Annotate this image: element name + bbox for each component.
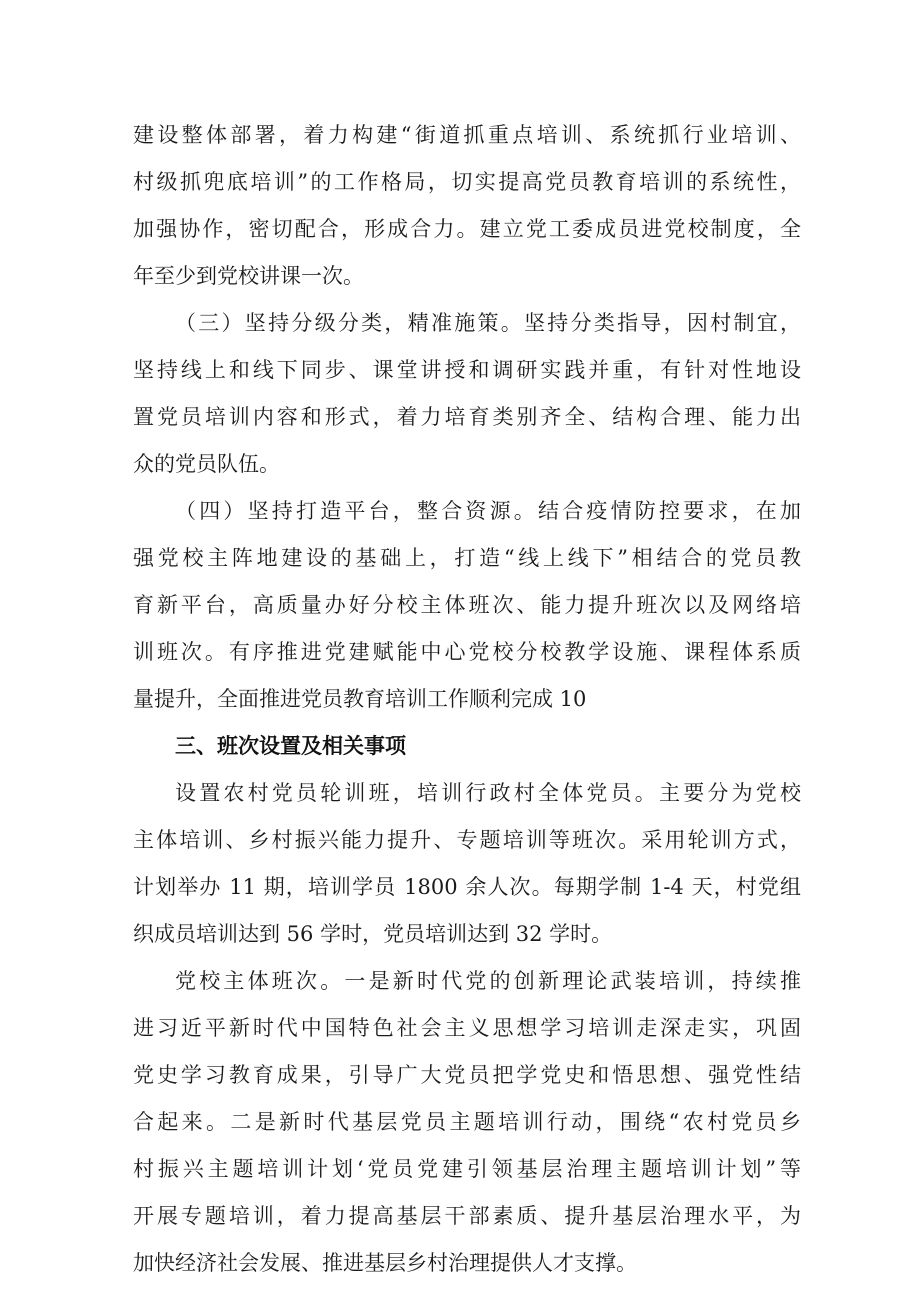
paragraph-3 — [133, 488, 801, 723]
text-line: 置党员培训内容和形式，着力培育类别齐全、结构合理、能力出 — [133, 405, 801, 429]
text-line: 加快经济社会发展、推进基层乡村治理提供人才支撑。 — [133, 1251, 637, 1275]
section-heading: 三、班次设置及相关事项 — [175, 734, 406, 758]
text-line: 建设整体部署，着力构建“街道抓重点培训、系统抓行业培训、 — [133, 123, 801, 147]
text-line: 党校主体班次。一是新时代党的创新理论武装培训，持续推 — [175, 969, 801, 993]
text-line: 设置农村党员轮训班，培训行政村全体党员。主要分为党校 — [175, 781, 801, 805]
text-line: 坚持线上和线下同步、课堂讲授和调研实践并重，有针对性地设 — [133, 358, 801, 382]
text-line: 加强协作，密切配合，形成合力。建立党工委成员进党校制度，全 — [133, 217, 801, 241]
text-line: 计划举办 11 期，培训学员 1800 余人次。每期学制 1-4 天，村党组 — [133, 875, 801, 899]
text-line: （四）坚持打造平台，整合资源。结合疫情防控要求，在加 — [175, 499, 801, 523]
text-line: 训班次。有序推进党建赋能中心党校分校教学设施、课程体系质 — [133, 640, 801, 664]
text-line: 年至少到党校讲课一次。 — [133, 264, 364, 288]
document-body — [133, 112, 801, 1287]
paragraph-4 — [133, 770, 801, 958]
text-line: 主体培训、乡村振兴能力提升、专题培训等班次。采用轮训方式， — [133, 828, 801, 852]
text-line: 党史学习教育成果，引导广大党员把学党史和悟思想、强党性结 — [133, 1063, 801, 1087]
text-line: 量提升，全面推进党员教育培训工作顺利完成 10 — [133, 687, 587, 711]
text-line: 开展专题培训，着力提高基层干部素质、提升基层治理水平，为 — [133, 1204, 801, 1228]
text-line: 育新平台，高质量办好分校主体班次、能力提升班次以及网络培 — [133, 593, 801, 617]
paragraph-5 — [133, 958, 801, 1287]
paragraph-2 — [133, 300, 801, 488]
text-line: 村级抓兜底培训”的工作格局，切实提高党员教育培训的系统性， — [133, 170, 801, 194]
text-line: 织成员培训达到 56 学时，党员培训达到 32 学时。 — [133, 922, 613, 946]
text-line: 强党校主阵地建设的基础上，打造“线上线下”相结合的党员教 — [133, 546, 801, 570]
text-line: 村振兴主题培训计划‘党员党建引领基层治理主题培训计划”等 — [133, 1157, 801, 1181]
text-line: 合起来。二是新时代基层党员主题培训行动，围绕“农村党员乡 — [133, 1110, 801, 1134]
text-line: （三）坚持分级分类，精准施策。坚持分类指导，因村制宜， — [175, 311, 801, 335]
paragraph-1 — [133, 112, 801, 300]
text-line: 进习近平新时代中国特色社会主义思想学习培训走深走实，巩固 — [133, 1016, 801, 1040]
text-line: 众的党员队伍。 — [133, 452, 280, 476]
